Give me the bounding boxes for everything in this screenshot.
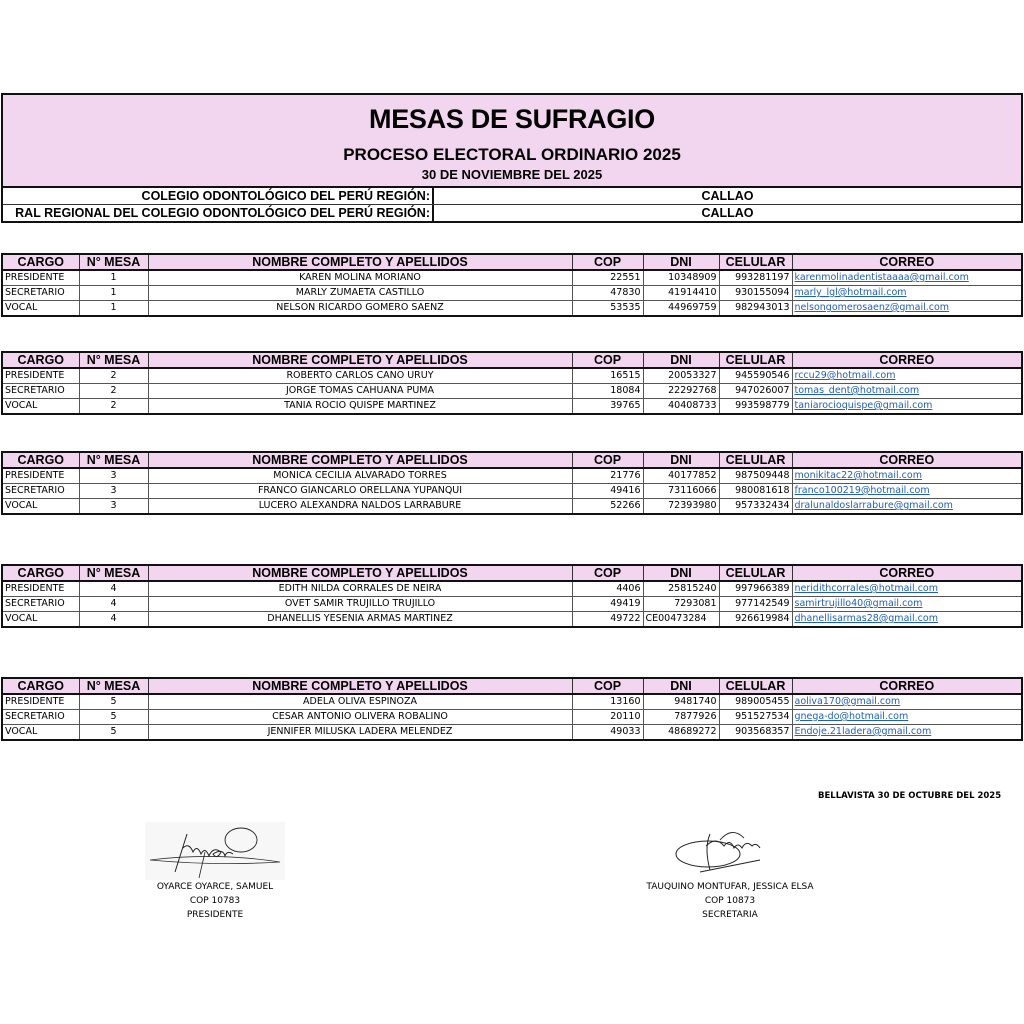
cell-celular: 987509448 (719, 468, 792, 484)
cell-dni: 10348909 (643, 270, 719, 286)
cell-cargo: PRESIDENTE (2, 468, 79, 484)
table-row (2, 468, 1022, 484)
table-row (2, 581, 1022, 597)
mesa-table (1, 677, 1023, 741)
cell-cop: 20110 (572, 710, 643, 725)
column-header-nombre: NOMBRE COMPLETO Y APELLIDOS (148, 565, 572, 581)
column-header-cop: COP (572, 352, 643, 368)
cell-celular: 982943013 (719, 301, 792, 317)
column-header-mesa: N° MESA (79, 254, 148, 270)
cell-nombre: JORGE TOMAS CAHUANA PUMA (148, 384, 572, 399)
region-row (3, 188, 1021, 205)
cell-correo (792, 710, 1022, 725)
cell-cop: 47830 (572, 286, 643, 301)
page-subtitle: PROCESO ELECTORAL ORDINARIO 2025 (343, 145, 681, 164)
cell-correo (792, 694, 1022, 710)
mesa-table (1, 253, 1023, 317)
signature-block-presidente (130, 822, 300, 922)
cell-cargo: VOCAL (2, 499, 79, 515)
column-header-celular: CELULAR (719, 452, 792, 468)
cell-nombre: MONICA CECILIA ALVARADO TORRES (148, 468, 572, 484)
column-header-cargo: CARGO (2, 352, 79, 368)
cell-correo (792, 270, 1022, 286)
column-header-mesa: N° MESA (79, 565, 148, 581)
column-header-correo: CORREO (792, 452, 1022, 468)
cell-dni: 72393980 (643, 499, 719, 515)
document-header (1, 93, 1023, 223)
cell-cop: 4406 (572, 581, 643, 597)
cell-correo (792, 468, 1022, 484)
cell-mesa: 4 (79, 597, 148, 612)
column-header-dni: DNI (643, 452, 719, 468)
column-header-celular: CELULAR (719, 254, 792, 270)
cell-mesa: 1 (79, 270, 148, 286)
cell-mesa: 3 (79, 484, 148, 499)
place-date: BELLAVISTA 30 DE OCTUBRE DEL 2025 (818, 791, 1002, 801)
email-link[interactable]: taniarocioquispe@gmail.com (794, 400, 933, 411)
table-header-row (2, 452, 1022, 468)
cell-correo (792, 725, 1022, 741)
cell-mesa: 2 (79, 368, 148, 384)
table-row (2, 286, 1022, 301)
cell-nombre: FRANCO GIANCARLO ORELLANA YUPANQUI (148, 484, 572, 499)
region-value: CALLAO (701, 189, 754, 203)
cell-mesa: 1 (79, 286, 148, 301)
signatory-cop: COP 10873 (704, 896, 756, 906)
column-header-cargo: CARGO (2, 565, 79, 581)
cell-dni: 40177852 (643, 468, 719, 484)
region-label: RAL REGIONAL DEL COLEGIO ODONTOLÓGICO DEL PERÚ REGIÓN: (3, 205, 434, 221)
table-header-row (2, 352, 1022, 368)
column-header-cargo: CARGO (2, 452, 79, 468)
signatory-role: PRESIDENTE (186, 910, 244, 920)
cell-nombre: CESAR ANTONIO OLIVERA ROBALINO (148, 710, 572, 725)
email-link[interactable]: monikitac22@hotmail.com (794, 470, 922, 481)
cell-celular: 945590546 (719, 368, 792, 384)
cell-celular: 930155094 (719, 286, 792, 301)
cell-cargo: VOCAL (2, 301, 79, 317)
table-header-row (2, 565, 1022, 581)
table-row (2, 384, 1022, 399)
cell-correo (792, 286, 1022, 301)
email-link[interactable]: rccu29@hotmail.com (794, 370, 896, 381)
cell-nombre: TANIA ROCIO QUISPE MARTINEZ (148, 399, 572, 415)
cell-mesa: 3 (79, 468, 148, 484)
cell-nombre: ADELA OLIVA ESPINOZA (148, 694, 572, 710)
email-link[interactable]: dralunaldoslarrabure@gmail.com (794, 500, 953, 511)
title-area (3, 95, 1021, 188)
signature-block-secretaria (630, 822, 830, 922)
table-header-row (2, 254, 1022, 270)
column-header-celular: CELULAR (719, 352, 792, 368)
cell-cargo: PRESIDENTE (2, 581, 79, 597)
column-header-dni: DNI (643, 678, 719, 694)
table-row (2, 499, 1022, 515)
cell-cop: 49416 (572, 484, 643, 499)
cell-cop: 22551 (572, 270, 643, 286)
region-label: COLEGIO ODONTOLÓGICO DEL PERÚ REGIÓN: (3, 188, 434, 204)
cell-correo (792, 597, 1022, 612)
column-header-dni: DNI (643, 254, 719, 270)
email-link[interactable]: samirtrujillo40@gmail.com (794, 598, 923, 609)
cell-cargo: VOCAL (2, 725, 79, 741)
cell-nombre: OVET SAMIR TRUJILLO TRUJILLO (148, 597, 572, 612)
cell-celular: 951527534 (719, 710, 792, 725)
cell-mesa: 4 (79, 612, 148, 628)
cell-cargo: SECRETARIO (2, 710, 79, 725)
cell-correo (792, 368, 1022, 384)
cell-cargo: PRESIDENTE (2, 694, 79, 710)
column-header-mesa: N° MESA (79, 678, 148, 694)
cell-celular: 993281197 (719, 270, 792, 286)
cell-cargo: VOCAL (2, 612, 79, 628)
cell-dni: 25815240 (643, 581, 719, 597)
cell-nombre: EDITH NILDA CORRALES DE NEIRA (148, 581, 572, 597)
cell-correo (792, 301, 1022, 317)
cell-correo (792, 484, 1022, 499)
email-link[interactable]: Endoje.21ladera@gmail.com (794, 726, 932, 737)
column-header-nombre: NOMBRE COMPLETO Y APELLIDOS (148, 678, 572, 694)
email-link[interactable]: nelsongomerosaenz@gmail.com (794, 302, 950, 313)
cell-dni: 9481740 (643, 694, 719, 710)
signatory-name: OYARCE OYARCE, SAMUEL (156, 882, 274, 892)
cell-nombre: ROBERTO CARLOS CANO URUY (148, 368, 572, 384)
cell-celular: 957332434 (719, 499, 792, 515)
cell-cop: 18084 (572, 384, 643, 399)
cell-mesa: 5 (79, 710, 148, 725)
table-row (2, 710, 1022, 725)
cell-cop: 16515 (572, 368, 643, 384)
table-row (2, 484, 1022, 499)
cell-celular: 903568357 (719, 725, 792, 741)
signatory-role: SECRETARIA (702, 910, 758, 920)
email-link[interactable]: marly_lgl@hotmail.com (794, 287, 907, 298)
cell-mesa: 2 (79, 399, 148, 415)
cell-nombre: MARLY ZUMAETA CASTILLO (148, 286, 572, 301)
cell-mesa: 3 (79, 499, 148, 515)
cell-celular: 947026007 (719, 384, 792, 399)
email-link[interactable]: gnega-do@hotmail.com (794, 711, 909, 722)
mesa-table (1, 451, 1023, 515)
column-header-cargo: CARGO (2, 254, 79, 270)
cell-nombre: DHANELLIS YESENIA ARMAS MARTINEZ (148, 612, 572, 628)
cell-correo (792, 581, 1022, 597)
signatory-cop: COP 10783 (189, 896, 241, 906)
column-header-nombre: NOMBRE COMPLETO Y APELLIDOS (148, 452, 572, 468)
column-header-cop: COP (572, 254, 643, 270)
column-header-cargo: CARGO (2, 678, 79, 694)
column-header-celular: CELULAR (719, 565, 792, 581)
cell-cargo: PRESIDENTE (2, 368, 79, 384)
table-row (2, 270, 1022, 286)
region-value: CALLAO (701, 206, 754, 220)
cell-nombre: LUCERO ALEXANDRA NALDOS LARRABURE (148, 499, 572, 515)
cell-cargo: SECRETARIO (2, 597, 79, 612)
column-header-cop: COP (572, 565, 643, 581)
email-link[interactable]: tomas_dent@hotmail.com (794, 385, 920, 396)
region-row (3, 205, 1021, 221)
table-row (2, 725, 1022, 741)
cell-dni: 41914410 (643, 286, 719, 301)
cell-nombre: NELSON RICARDO GOMERO SAENZ (148, 301, 572, 317)
column-header-cop: COP (572, 678, 643, 694)
cell-cargo: SECRETARIO (2, 484, 79, 499)
cell-dni: 7877926 (643, 710, 719, 725)
cell-dni: 44969759 (643, 301, 719, 317)
cell-cargo: SECRETARIO (2, 384, 79, 399)
cell-celular: 997966389 (719, 581, 792, 597)
column-header-correo: CORREO (792, 254, 1022, 270)
email-link[interactable]: karenmolinadentistaaaa@gmail.com (794, 272, 969, 283)
email-link[interactable]: dhanellisarmas28@gmail.com (794, 613, 938, 624)
cell-mesa: 1 (79, 301, 148, 317)
cell-mesa: 5 (79, 694, 148, 710)
election-date: 30 DE NOVIEMBRE DEL 2025 (421, 167, 603, 182)
email-link[interactable]: aoliva170@gmail.com (794, 696, 901, 707)
table-row (2, 694, 1022, 710)
cell-cop: 49722 (572, 612, 643, 628)
cell-correo (792, 499, 1022, 515)
table-row (2, 597, 1022, 612)
column-header-cop: COP (572, 452, 643, 468)
email-link[interactable]: franco100219@hotmail.com (794, 485, 930, 496)
cell-cop: 52266 (572, 499, 643, 515)
cell-cop: 13160 (572, 694, 643, 710)
table-row (2, 368, 1022, 384)
cell-mesa: 2 (79, 384, 148, 399)
signature-image (145, 822, 285, 880)
cell-dni: CE00473284 (643, 612, 719, 628)
cell-correo (792, 384, 1022, 399)
cell-dni: 48689272 (643, 725, 719, 741)
cell-mesa: 4 (79, 581, 148, 597)
cell-cop: 49419 (572, 597, 643, 612)
cell-dni: 22292768 (643, 384, 719, 399)
cell-celular: 993598779 (719, 399, 792, 415)
cell-nombre: KAREN MOLINA MORIANO (148, 270, 572, 286)
column-header-celular: CELULAR (719, 678, 792, 694)
cell-cop: 39765 (572, 399, 643, 415)
cell-celular: 977142549 (719, 597, 792, 612)
cell-dni: 73116066 (643, 484, 719, 499)
column-header-mesa: N° MESA (79, 352, 148, 368)
table-row (2, 301, 1022, 317)
cell-celular: 989005455 (719, 694, 792, 710)
cell-cop: 49033 (572, 725, 643, 741)
cell-celular: 926619984 (719, 612, 792, 628)
mesa-table (1, 351, 1023, 415)
cell-cargo: VOCAL (2, 399, 79, 415)
column-header-correo: CORREO (792, 678, 1022, 694)
column-header-nombre: NOMBRE COMPLETO Y APELLIDOS (148, 352, 572, 368)
table-row (2, 612, 1022, 628)
cell-correo (792, 399, 1022, 415)
mesa-table (1, 564, 1023, 628)
table-row (2, 399, 1022, 415)
column-header-dni: DNI (643, 352, 719, 368)
cell-dni: 20053327 (643, 368, 719, 384)
signature-image (670, 822, 790, 880)
column-header-dni: DNI (643, 565, 719, 581)
page-title: MESAS DE SUFRAGIO (369, 104, 655, 134)
email-link[interactable]: neridithcorrales@hotmail.com (794, 583, 938, 594)
column-header-correo: CORREO (792, 565, 1022, 581)
cell-celular: 980081618 (719, 484, 792, 499)
cell-cop: 21776 (572, 468, 643, 484)
cell-mesa: 5 (79, 725, 148, 741)
cell-correo (792, 612, 1022, 628)
cell-dni: 7293081 (643, 597, 719, 612)
column-header-correo: CORREO (792, 352, 1022, 368)
cell-nombre: JENNIFER MILUSKA LADERA MELENDEZ (148, 725, 572, 741)
column-header-nombre: NOMBRE COMPLETO Y APELLIDOS (148, 254, 572, 270)
cell-dni: 40408733 (643, 399, 719, 415)
column-header-mesa: N° MESA (79, 452, 148, 468)
table-header-row (2, 678, 1022, 694)
cell-cop: 53535 (572, 301, 643, 317)
cell-cargo: PRESIDENTE (2, 270, 79, 286)
cell-cargo: SECRETARIO (2, 286, 79, 301)
signatory-name: TAUQUINO MONTUFAR, JESSICA ELSA (646, 882, 814, 892)
